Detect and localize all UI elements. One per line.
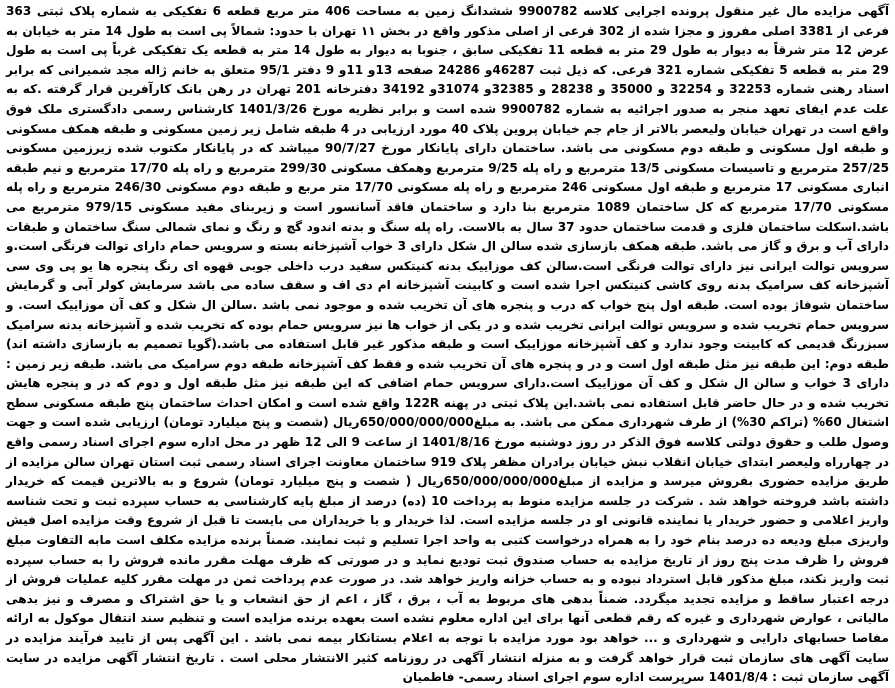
- notice-body: آگهی مزایده مال غیر منقول پرونده اجرایی کلاسه 9900782 ششدانگ زمین به مساحت 406 متر مربع قطعه 6 تفکیکی به شماره پلاک ثبتی 363 فرعی از 3381 اصلی مفروز و مجزا شده از 302 فرعی از اصلی مذکور واقع در بخش ۱۱ تهران با حدود: شمالاً پی است به طول 14 متر به خیابان به عرض 12 متر شرقاً به دیوار به طول 29 متر به قطعه 11 تفکیکی سابق ، جنوبا به دیوار به طول 14 متر به قطعه یک تفکیکی غرباً پی است به طول 29 متر به قطعه 5 تفکیکی شماره 321 فرعی. که ذیل ثبت 46287و 24286 صفحه 13و 11و 9 دفتر 95/1 متعلق به خانم ژاله مجد شمیرانی که برابر اسناد رهنی شماره 32253 و 32254 و 35000 و 28238 و 32385و 31074و 34192 دفترخانه 201 تهران در رهن بانک کارآفرین قرار گرفته .که به علت عدم ایفای تعهد منجر به صدور اجرائیه به شماره 9900782 شده است و برابر نظریه مورخ 1401/3/26 کارشناس رسمی دادگستری ملک فوق واقع است در تهران خیابان ولیعصر بالاتر از جام جم خیابان پروین پلاک 40 مورد ارزیابی در 4 طبقه شامل زیر زمین مسکونی و طبقه همکف مسکونی و طبقه اول مسکونی و طبقه دوم مسکونی می باشد. ساختمان دارای پایانکار مورخ 90/7/27 میباشد که در پایانکار مکتوب شده زیرزمین مسکونی 257/25 مترمربع و تاسیسات مسکونی 13/5 مترمربع و راه پله 9/25 مترمربع وهمکف مسکونی 299/30 مترمربع و راه پله 17/70 مترمربع و نیم طبقه انباری مسکونی 17 مترمربع و طبقه اول مسکونی 246 مترمربع و راه پله مسکونی 17/70 متر مربع و طبقه دوم مسکونی 246/30 مترمربع و راه پله مسکونی 17/70 مترمربع که کل ساختمان 1089 مترمربع بنا دارد و ساختمان فاقد آسانسور است و زیربنای مفید مسکونی 979/15 مترمربع می باشد.اسکلت ساختمان فلزی و قدمت ساختمان حدود 37 سال به بالاست. راه پله سنگ و بدنه اندود گچ و رنگ و نمای شمالی سنگ ساختمان و طبقات دارای آب و برق و گاز می باشد. طبقه همکف بازسازی شده سالن ال شکل دارای 3 خواب آشپزخانه بسته و سرویس حمام دارای توالت فرنگی است.و سرویس توالت ایرانی نیز دارای توالت فرنگی است.سالن کف موزاییک بدنه کنیتکس سفید درب داخلی جوبی قهوه ای رنگ پنجره ها یو پی وی سی آشپزخانه کف سرامیک بدنه روی کاشی کنیتکس اجرا شده است و کابینت آشپزخانه ام دی اف و سقف ساده می باشد سرمایش کولر آبی و گرمایش ساختمان شوفاژ بوده است. طبقه اول پنج خواب که درب و پنجره های آن تخریب شده و موجود نمی باشد .سالن ال شکل و کف آن موزاییک است. و سرویس حمام تخریب شده و سرویس توالت ایرانی تخریب شده و در یکی از خواب ها نیز سرویس حمام بوده که تخریب شده و آشپزخانه بدنه سرامیک سبزرنگ قدیمی که کابینت وجود ندارد و کف آشپزخانه موزاییک است و طبقه مذکور غیر قابل استفاده می باشد.(گویا تصمیم به بازسازی داشته اند) طبقه دوم: این طبقه نیز مثل طبقه اول است و در و پنجره های آن تخریب شده و فقط کف آشپزخانه طبقه دوم سرامیک می باشد. طبقه زیر زمین : دارای 3 خواب و سالن ال شکل و کف آن موزاییک است.دارای سرویس حمام اضافی که این طبقه نیز مثل طبقه اول و دوم که در و پنجره هایش تخریب شده و در حال حاضر قابل استفاده نمی باشد.این پلاک ثبتی در پهنه 122R واقع شده است و امکان احداث ساختمان پنج طبقه مسکونی سطح اشتغال 60% (تراکم 30%) از طرف شهرداری ممکن می باشد. به مبلغ650/000/000/000ریال (شصت و پنج میلیارد تومان) ارزیابی شده است و جهت وصول طلب و حقوق دولتی کلاسه فوق الذکر در روز دوشنبه مورخ 1401/8/16 از ساعت 9 الی 12 ظهر در محل اداره سوم اجرای اسناد رسمی واقع در چهارراه ولیعصر ابتدای خیابان انقلاب نبش خیابان برادران مظفر پلاک 919 ساختمان معاونت اجرای اسناد رسمی ثبت استان تهران سالن مزایده از طریق مزایده حضوری بفروش میرسد و مزایده از مبلغ650/000/000/000ریال ( شصت و پنج میلیارد تومان) شروع و به بالاترین قیمت که خریدار داشته باشد فروخته خواهد شد . شرکت در جلسه مزایده منوط به پرداخت 10 (ده) درصد از مبلغ پایه کارشناسی به حساب سپرده ثبت و تحت شناسه واریز اعلامی و حضور خریدار یا نماینده قانونی او در جلسه مزایده است. لذا خریدار و یا خریداران می بایست تا قبل از شروع وقت مزایده اصل فیش واریزی مبلغ ودیعه ده درصد بنام خود را به همراه درخواست کتبی به واحد اجرا تسلیم و ثبت نمایند. ضمناً برنده مزایده مکلف است مابه التفاوت مبلغ فروش را ظرف مدت پنج روز از تاریخ مزایده به حساب صندوق ثبت تودیع نماید و در صورتی که ظرف مهلت مقرر مانده فروش را به حساب سپرده ثبت واریز نکند، مبلغ مذکور قابل استرداد نبوده و به حساب خزانه واریز خواهد شد. در صورت عدم پرداخت ثمن در مهلت مقرر کلیه عملیات فروش از درجه اعتبار ساقط و مزایده تجدید میگردد. ضمناً بدهی های مربوط به آب ، برق ، گاز ، اعم از حق انشعاب و یا حق اشتراک و مصرف و نیز بدهی مالیاتی ، عوارض شهرداری و غیره که رقم قطعی آنها برای این اداره معلوم نشده است بعهده برنده مزایده است و تنظیم سند انتقال موکول به ارائه مفاصا حسابهای دارایی و شهرداری و ... خواهد بود مورد مزایده با توجه به اعلام بستانکار بیمه نمی باشد . این آگهی پس از تایید فرآیند مزایده در سایت آگهی های سازمان ثبت قرار خواهد گرفت و به منزله انتشار آگهی در روزنامه کثیر الانتشار محلی است . تاریخ انتشار آگهی مزایده در سایت آگهی سازمان ثبت : 1401/8/4 سرپرست اداره سوم اجرای اسناد رسمی- فاطمیان: [6, 4, 890, 685]
